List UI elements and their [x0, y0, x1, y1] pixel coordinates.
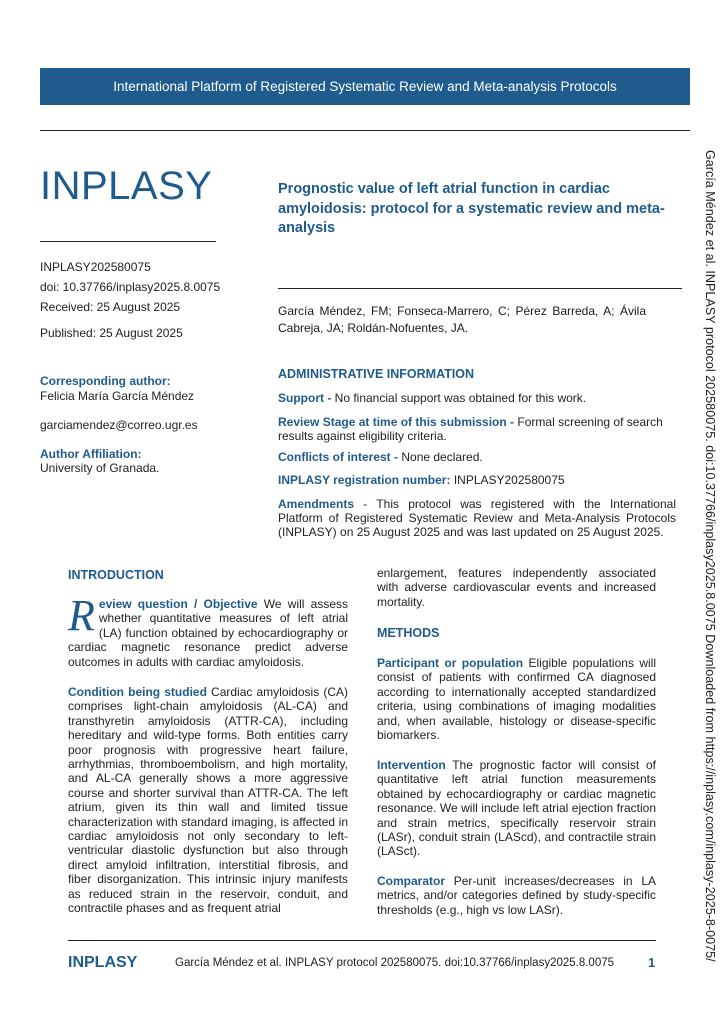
- participant-label: Participant or population: [377, 656, 524, 670]
- author-list: García Méndez, FM; Fonseca-Marrero, C; Pérez Barreda, A; Ávila Cabreja, JA; Roldán-Nofuentes, JA.: [278, 304, 646, 335]
- intervention-text: The prognostic factor will consist of quantitative left atrial function measurements obtained by echocardiography or cardiac magnetic resonance. We will include left atrial ejection fraction and strain metrics, specifically reservoir strain (LASr), conduit strain (LAScd), and contractile strain (LASct).: [377, 758, 656, 859]
- admin-amendments: [278, 497, 676, 539]
- methods-heading: METHODS: [377, 626, 440, 640]
- corresponding-author-label: Corresponding author:: [40, 374, 171, 388]
- conflicts-label: Conflicts of interest -: [278, 450, 399, 464]
- inplasy-id: INPLASY202580075: [40, 260, 151, 274]
- received-date: Received: 25 August 2025: [40, 300, 181, 314]
- admin-heading: ADMINISTRATIVE INFORMATION: [278, 367, 475, 381]
- inplasy-logo: INPLASY: [40, 164, 213, 208]
- footer-rule: [68, 940, 656, 941]
- registration-text: INPLASY202580075: [450, 473, 565, 487]
- footer-logo: INPLASY: [68, 954, 138, 971]
- affiliation-label: Author Affiliation:: [40, 447, 142, 461]
- corresponding-author-email[interactable]: garciamendez@correo.ugr.es: [40, 418, 198, 432]
- logo-underline: [40, 241, 216, 242]
- drop-cap: R: [68, 591, 95, 640]
- review-question-paragraph: [68, 591, 349, 669]
- side-citation-text: García Méndez et al. INPLASY protocol 202580075. doi:10.37766/inplasy2025.8.0075 Downloaded from https://inplasy.com/inplasy-2025-8-0075/: [703, 150, 717, 962]
- participant-paragraph: [377, 656, 656, 742]
- introduction-heading: INTRODUCTION: [68, 568, 164, 582]
- conflicts-text: None declared.: [398, 450, 483, 464]
- header-banner: International Platform of Registered Systematic Review and Meta-analysis Protocols: [40, 68, 690, 105]
- comparator-paragraph: [377, 874, 656, 917]
- comparator-label: Comparator: [377, 874, 446, 888]
- review-question-text: We will assess whether quantitative measures of left atrial (LA) function obtained by echocardiography or cardiac magnetic resonance predict adverse outcomes in adults with cardiac amyloidosis.: [68, 597, 349, 669]
- side-citation: [699, 150, 719, 962]
- amendments-text: - This protocol was registered with the International Platform of Registered Systematic Review and Meta-Analysis Protocols (INPLASY) on 25 August 2025 and was last updated on 25 August 2025.: [278, 497, 676, 539]
- affiliation-value: University of Granada.: [40, 461, 160, 475]
- condition-paragraph: [68, 685, 348, 916]
- stage-text: Formal screening of search results against eligibility criteria.: [278, 415, 663, 443]
- intervention-label: Intervention: [377, 758, 446, 772]
- published-date: Published: 25 August 2025: [40, 326, 183, 340]
- amendments-label: Amendments: [278, 497, 355, 511]
- title-rule: [278, 288, 682, 289]
- participant-text: Eligible populations will consist of patients with confirmed CA diagnosed according to internationally accepted standardized criteria, using combinations of imaging modalities and, when available, histology or disease-specific biomarkers.: [377, 656, 656, 743]
- support-label: Support -: [278, 391, 332, 405]
- page-number: 1: [648, 955, 656, 970]
- support-text: No financial support was obtained for this work.: [331, 391, 587, 405]
- stage-label: Review Stage at time of this submission -: [278, 415, 515, 429]
- comparator-text: Per-unit increases/decreases in LA metrics, and/or categories defined by study-specific thresholds (e.g., high vs low LASr).: [377, 874, 656, 917]
- admin-support: [278, 391, 676, 405]
- doi: doi: 10.37766/inplasy2025.8.0075: [40, 280, 221, 294]
- footer-citation: García Méndez et al. INPLASY protocol 202580075. doi:10.37766/inplasy2025.8.0075: [175, 957, 615, 969]
- condition-text: Cardiac amyloidosis (CA) comprises light-chain amyloidosis (AL-CA) and transthyretin amyloidosis (ATTR-CA), including hereditary and wild-type forms. Both entities carry poor prognosis with progressive heart failure, arrhythmias, thromboembolism, and high mortality, and AL-CA generally shows a more aggressive course and shorter survival than ATTR-CA. The left atrium, given its thin wall and limited tissue characterization with standard imaging, is affected in cardiac amyloidosis not only secondary to left-ventricular diastolic dysfunction but also through direct amyloid infiltration, interstitial fibrosis, and fiber disorganization. This intrinsic injury manifests as reduced strain in the reservoir, conduit, and contractile phases and as frequent atrial: [68, 685, 348, 916]
- intervention-paragraph: [377, 758, 656, 859]
- admin-stage: [278, 415, 676, 443]
- continuation-paragraph: enlargement, features independently associated with adverse cardiovascular events and increased mortality.: [377, 566, 656, 609]
- admin-registration: [278, 473, 676, 487]
- review-question-label: eview question / Objective: [98, 597, 258, 611]
- top-rule: [40, 130, 690, 131]
- corresponding-author-name: Felicia María García Méndez: [40, 389, 195, 403]
- admin-conflicts: [278, 450, 676, 464]
- condition-label: Condition being studied: [68, 685, 207, 699]
- registration-label: INPLASY registration number:: [278, 473, 451, 487]
- paper-title: Prognostic value of left atrial function in cardiac amyloidosis: protocol for a systematic review and meta-analysis: [278, 181, 665, 236]
